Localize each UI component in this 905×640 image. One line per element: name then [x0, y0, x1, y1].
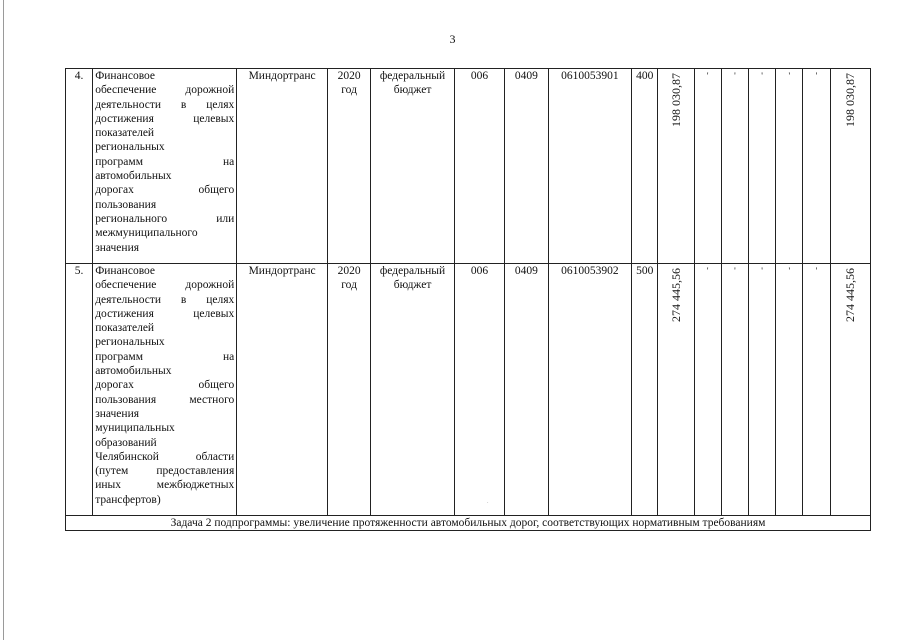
description-line: деятельности в целях — [95, 293, 235, 306]
description-line: автомобильных — [95, 365, 172, 378]
row-description — [93, 69, 237, 264]
dash-mark: ' — [761, 71, 763, 81]
table-row — [66, 264, 871, 516]
description-line: Финансовое — [95, 70, 156, 82]
empty-year-cell — [721, 264, 748, 516]
description-line: Челябинской области — [95, 450, 235, 463]
description-line: показателей — [95, 322, 155, 335]
target-article-cell: 0610053902 — [548, 264, 632, 516]
description-line: пользования местного — [95, 393, 235, 406]
row-number: 5. — [66, 264, 93, 516]
empty-year-cell — [776, 264, 803, 516]
empty-year-cell — [803, 264, 830, 516]
amount-value: 198 030,87 — [668, 73, 683, 127]
section-code-cell: 0409 — [505, 69, 548, 264]
total-value: 274 445,56 — [843, 268, 858, 322]
empty-year-cell — [803, 69, 830, 264]
dash-mark: ' — [788, 71, 791, 81]
scan-left-edge — [3, 0, 4, 640]
task-row-text: Задача 2 подпрограммы: увеличение протяженности автомобильных дорог, соответствующих нормативным требованиям — [66, 516, 871, 531]
description-line: образований — [95, 436, 157, 449]
description-line: региональных — [95, 336, 165, 349]
executor-cell: Миндортранс — [237, 69, 328, 264]
description-line: программ на — [95, 350, 235, 363]
dash-mark: ' — [706, 266, 709, 276]
total-cell — [830, 264, 870, 516]
amount-value: 274 445,56 — [668, 268, 683, 322]
empty-year-cell — [694, 264, 721, 516]
description-line: трансфертов) — [95, 493, 161, 506]
description-line: обеспечение дорожной — [95, 84, 235, 97]
description-line: (путем предоставления — [95, 465, 235, 478]
total-cell — [830, 69, 870, 264]
dash-mark: ' — [788, 266, 791, 276]
dash-mark: ' — [734, 266, 736, 276]
budget-source-cell: федеральный бюджет — [371, 264, 455, 516]
dash-mark: ' — [706, 71, 709, 81]
scan-speck: . — [487, 499, 489, 505]
description-line: регионального или — [95, 212, 235, 225]
description-line: деятельности в целях — [95, 98, 235, 111]
year-cell: 2020 год — [327, 69, 370, 264]
total-value: 198 030,87 — [843, 73, 858, 127]
description-line: региональных — [95, 141, 165, 154]
description-line: межмуниципального — [95, 227, 198, 240]
amount-cell — [658, 264, 694, 516]
row-description — [93, 264, 237, 516]
description-line: обеспечение дорожной — [95, 279, 235, 292]
table-row — [66, 69, 871, 264]
description-line: иных межбюджетных — [95, 479, 235, 492]
description-line: значения — [95, 407, 140, 420]
dash-mark: ' — [734, 71, 736, 81]
description-line: муниципальных — [95, 422, 175, 435]
description-line: дорогах общего — [95, 379, 235, 392]
description-line: достижения целевых — [95, 307, 235, 320]
section-code-cell: 0409 — [505, 264, 548, 516]
empty-year-cell — [748, 69, 775, 264]
row-number: 4. — [66, 69, 93, 264]
empty-year-cell — [694, 69, 721, 264]
grbs-code-cell: 006 — [454, 264, 504, 516]
empty-year-cell — [776, 69, 803, 264]
task-row — [66, 516, 871, 531]
page-number: 3 — [449, 32, 456, 46]
grbs-code-cell: 006 — [454, 69, 504, 264]
dash-mark: ' — [761, 266, 763, 276]
description-line: программ на — [95, 155, 235, 168]
budget-table — [65, 68, 871, 531]
description-line: пользования — [95, 198, 157, 211]
description-line: значения — [95, 241, 140, 254]
executor-cell: Миндортранс — [237, 264, 328, 516]
expense-type-cell: 500 — [632, 264, 658, 516]
amount-cell — [658, 69, 694, 264]
dash-mark: ' — [815, 71, 818, 81]
expense-type-cell: 400 — [632, 69, 658, 264]
description-line: автомобильных — [95, 170, 172, 183]
year-cell: 2020 год — [327, 264, 370, 516]
description-line: дорогах общего — [95, 184, 235, 197]
description-line: достижения целевых — [95, 112, 235, 125]
empty-year-cell — [721, 69, 748, 264]
description-line: Финансовое — [95, 265, 156, 277]
empty-year-cell — [748, 264, 775, 516]
dash-mark: ' — [815, 266, 818, 276]
description-line: показателей — [95, 127, 155, 140]
target-article-cell: 0610053901 — [548, 69, 632, 264]
budget-source-cell: федеральный бюджет — [371, 69, 455, 264]
